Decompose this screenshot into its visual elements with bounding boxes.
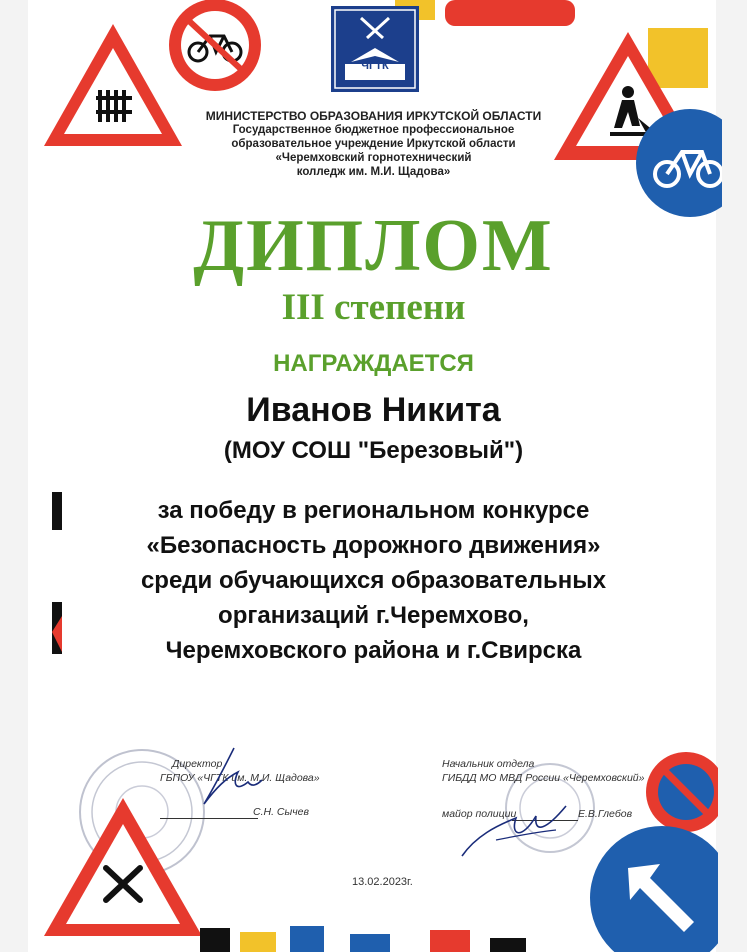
organization-line-4: «Черемховский горнотехнический <box>275 152 472 164</box>
reason-line-3: среди обучающихся образовательных <box>140 567 607 594</box>
left-handwritten-signature <box>186 744 266 814</box>
no-bicycles-sign-icon <box>160 0 270 95</box>
organization-line-3: образовательное учреждение Иркутской области <box>231 138 516 150</box>
diploma-title: ДИПЛОМ <box>193 205 554 287</box>
diploma-degree: III степени <box>281 287 466 328</box>
crossroads-sign-icon <box>38 792 208 942</box>
issue-date: 13.02.2023г. <box>352 876 413 888</box>
left-signer-name: С.Н. Сычев <box>253 806 309 818</box>
straight-ahead-sign-icon <box>588 818 718 952</box>
right-handwritten-signature <box>456 786 576 866</box>
organization-line-5: колледж им. М.И. Щадова» <box>296 166 451 178</box>
reason-line-2: «Безопасность дорожного движения» <box>146 532 601 559</box>
college-logo-icon <box>331 6 419 92</box>
left-signature-line <box>160 818 258 819</box>
left-signer-org: ГБПОУ «ЧГТК им. М.И. Щадова» <box>160 772 320 784</box>
reason-line-1: за победу в региональном конкурсе <box>157 497 590 524</box>
college-logo-abbr: ЧГТК <box>361 60 389 72</box>
left-signer-role: Директор <box>172 758 223 770</box>
right-signer-role: Начальник отдела <box>442 758 535 770</box>
bottom-stripe-decoration <box>200 918 530 952</box>
top-stripe-decoration <box>395 0 585 28</box>
right-signer-name: Е.В.Глебов <box>578 808 633 820</box>
reason-line-4: организаций г.Черемхово, <box>218 602 529 629</box>
recipient-school: (МОУ СОШ "Березовый") <box>223 437 524 464</box>
awarded-label: НАГРАЖДАЕТСЯ <box>273 350 474 377</box>
organization-line-2: Государственное бюджетное профессиональное <box>232 124 515 136</box>
right-signer-rank: майор полиции <box>442 808 517 820</box>
ministry-line: МИНИСТЕРСТВО ОБРАЗОВАНИЯ ИРКУТСКОЙ ОБЛАСТИ <box>205 109 542 123</box>
reason-line-5: Черемховского района и г.Свирска <box>165 637 582 664</box>
right-signer-org: ГИБДД МО МВД России «Черемховский» <box>442 772 645 784</box>
recipient-name: Иванов Никита <box>246 391 501 429</box>
